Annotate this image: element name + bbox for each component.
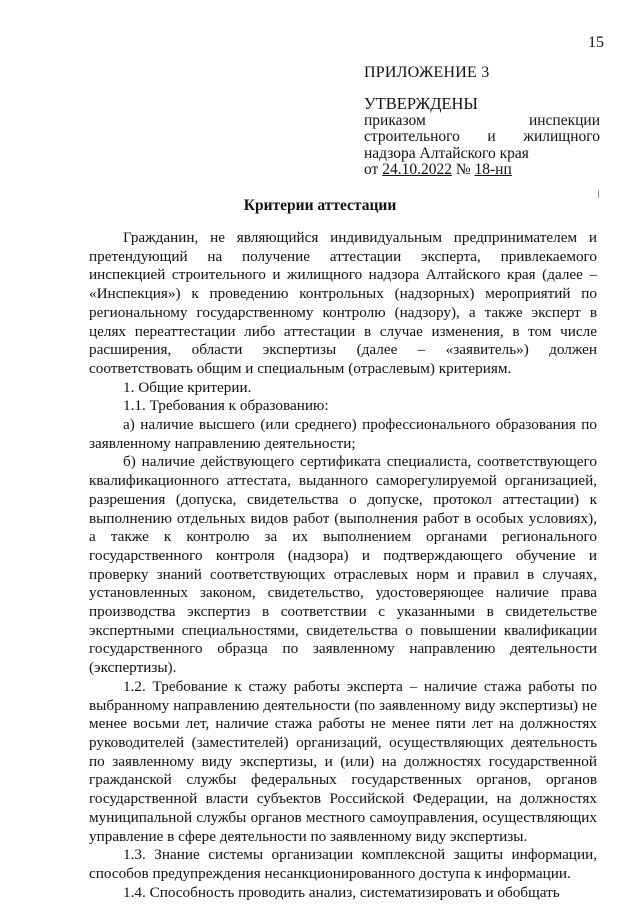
approval-inspection-word: инспекции	[528, 111, 600, 129]
approval-line-order	[364, 113, 600, 130]
approval-date-prefix: от	[364, 161, 383, 178]
appendix-label: ПРИЛОЖЕНИЕ 3	[364, 64, 490, 81]
approval-line-date	[364, 162, 600, 179]
approval-housing-word: жилищного	[523, 128, 600, 145]
paragraph-general-criteria: 1. Общие критерии.	[123, 378, 252, 396]
approval-number-sign: №	[451, 161, 475, 178]
approval-line-authority	[364, 129, 600, 146]
document-body	[89, 229, 597, 902]
document-title: Критерии аттестации	[243, 197, 397, 214]
paragraph-education-requirements: 1.1. Требования к образованию:	[123, 397, 329, 415]
approval-construction-word: строительного	[364, 128, 460, 145]
paragraph-education-a: а) наличие высшего (или среднего) профессионального образования по заявленному направлению деятельности;	[89, 416, 597, 452]
approval-and-word: и	[487, 128, 496, 145]
approval-order-word: приказом	[364, 111, 426, 129]
paragraph-intro: Гражданин, не являющийся индивидуальным предпринимателем и претендующий на получение аттестации эксперта, привлекаемого инспекцией строительного и жилищного надзора Алтайского края (далее – «Инспекция») к проведению контрольных (надзорных) мероприятий по региональному государственному контролю (надзору), а также эксперт в целях переаттестации либо аттестации в случае изменения, в том числе расширения, области экспертизы (далее – «заявитель») должен соответствовать общим и специальным (отраслевым) критериям.	[89, 229, 597, 377]
paragraph-information-security: 1.3. Знание системы организации комплексной защиты информации, способов предупреждения несанкционированного доступа к информации.	[89, 846, 597, 882]
page-number: 15	[588, 34, 604, 51]
paragraph-analysis: 1.4. Способность проводить анализ, систематизировать и обобщать	[123, 883, 560, 901]
approval-number: 18-нп	[474, 161, 512, 178]
approval-block	[364, 96, 600, 179]
approval-line-region	[364, 146, 600, 163]
approval-title: УТВЕРЖДЕНЫ	[364, 94, 478, 113]
paragraph-experience: 1.2. Требование к стажу работы эксперта – наличие стажа работы по выбранному направлению деятельности (по заявленному виду экспертизы) не менее восьми лет, наличие стажа работы не менее пяти лет на должностях руководителей (заместителей) организаций, осуществляющих деятельность по заявленному виду экспертизы, и (или) на должностях государственной гражданской службы федеральных государственных органов, органов государственной власти субъектов Российской Федерации, на должностях муниципальной службы органов местного самоуправления, осуществляющих управление в сфере деятельности по заявленному виду экспертизы.	[89, 677, 597, 845]
approval-region: надзора Алтайского края	[364, 144, 529, 162]
approval-date: 24.10.2022	[382, 161, 452, 178]
paragraph-education-b: б) наличие действующего сертификата специалиста, соответствующего квалификационного аттестата, выданного саморегулируемой организацией, разрешения (допуска, свидетельства о допуске, протокол аттестации) к выполнению отдельных видов работ (выполнения работ в особых условиях), а также к контролю за их выполнением органами регионального государственного контроля (надзора) и подтверждающего обучение и проверку знаний соответствующих отраслевых норм и правил в случаях, установленных законом, свидетельство, удостоверяющее наличие права производства экспертиз в соответствии с указанными в свидетельстве экспертными специальностями, свидетельства о повышении квалификации государственного образца по заявленному направлению деятельности (экспертизы).	[89, 453, 597, 677]
